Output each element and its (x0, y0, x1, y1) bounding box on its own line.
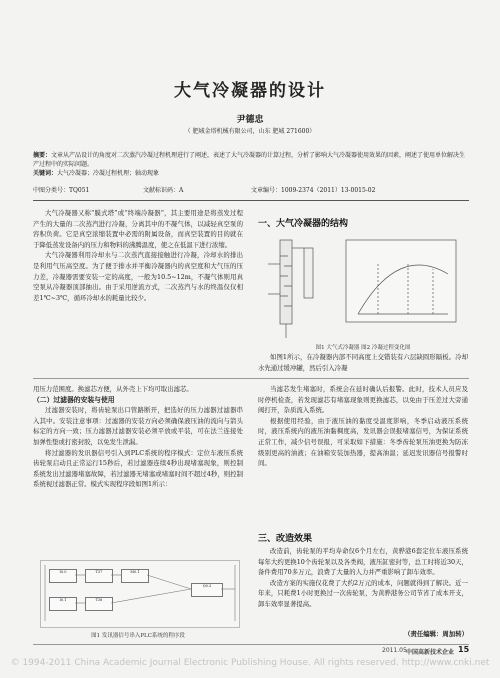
body-paragraph: 将过滤器的发讯器信号引入到PLC系统的程序模式：定位车液压系统齿轮泵启动且正常运行15秒后，若过滤器连续4秒出现堵塞现象，则控制系统发出过滤器堵塞故障，若过滤器无堵塞或堵塞时间不超过4秒，则控制系统视过滤器正常。模式实现程序段如图1所示： (33, 448, 243, 489)
plc-ladder-lines (41, 561, 239, 627)
issue-date: 2011.05 (382, 647, 407, 654)
plc-box: T37 (85, 569, 113, 583)
plc-box: T38 (85, 597, 113, 611)
right-column-bottom (258, 384, 468, 469)
plc-box: I0.1 (49, 597, 77, 611)
body-paragraph: 改造前，齿轮泵的平均寿命仅6个月左右，黄骅港6套定位车液压系统每年大约更换10个齿轮泵以及各类阀，液压缸密封等，总工时将近30天，备件费用70多万元，浪费了大量的人力并严重影响了卸车效率。 (258, 547, 468, 577)
keywords-text: 大气冷凝器；冷凝过程机理；轴动现象 (57, 170, 160, 177)
article-number: 文章编号：1009-2374（2011）13-0015-02 (251, 187, 376, 194)
copyright-watermark: © 1994-2011 China Academic Journal Electronic Publishing House. All rights reserved. http://www.cnki.net (10, 658, 490, 668)
structure-paragraph (258, 352, 468, 373)
journal-name: 中国高新技术企业 (406, 649, 455, 656)
plc-box: Q0.3 (191, 583, 223, 597)
abstract-block (33, 151, 469, 178)
section-heading: 一、大气冷凝器的结构 (258, 219, 349, 229)
intro-paragraph: 大气冷凝器利用冷却水与二次蒸汽直接接触进行冷凝，冷却水的排出是利用气压高空度。为了便于排水并平衡冷凝器内的真空度和大气压的压力差，冷凝器需要安装一定的高度，一般为10.5~12m，不凝气体则用真空泵从冷凝器顶部抽出。由于采用逆流方式，二次蒸汽与水的终温仅仅相差1℃~3℃，循环冷却水的耗量比较少。 (33, 251, 243, 302)
condenser-figure (258, 234, 468, 342)
plc-box: M0.1 (121, 569, 149, 583)
condenser-diagram (258, 234, 468, 342)
body-paragraph: 改造方案的实施仅花费了大约2万元的成本，问题就得到了解决。近一年来，只耗费1小时更换过一次齿轮泵，为黄骅港务公司节省了成本开支，卸车效率显著提高。 (258, 578, 468, 608)
paper-title: 大气冷凝器的设计 (174, 81, 326, 101)
abstract-label: 摘要： (33, 152, 52, 159)
plc-program-figure (40, 560, 240, 628)
document-code: 文献标识码：A (143, 187, 184, 194)
left-column-bottom (33, 384, 243, 490)
body-paragraph: 根据使用经验，由于液压油的黏度受温度影响，冬季启动液压系统时，液压系统内的液压油黏稠度高，发讯器会误报堵塞信号，为保证系统正常工作，减少信号误报，可采取如下措施：冬季齿轮泵压油更换为防冻级别更高的油液；在油箱安装加热器，提高油温；延迟发讯器信号报警时间。 (258, 416, 468, 468)
body-paragraph: 当滤芯发生堵塞时，系统会在延时确认后报警。此时，技术人员应及时停机检查，若发现滤芯有堵塞现象则更换滤芯，以免由于压差过大旁通阀打开，杂质流入系统。 (258, 385, 468, 415)
affiliation: （ 肥城金塔机械有限公司，山东 肥城 271600） (184, 128, 316, 135)
effect-paragraphs (258, 546, 468, 610)
filter-intro: 用压力范围度。换滤芯方便，从外壳上下均可取出滤芯。 (33, 385, 193, 393)
section-heading: 三、改造效果 (258, 534, 313, 544)
intro-paragraph: 大气冷凝器又称“膜式塔”或“终端冷凝器”，其主要用途是将蒸发过程产生的大量的二次蒸汽进行冷凝，分离其中的不凝气体，以减轻真空泵的容积负荷。它是真空浓缩装置中必需的附属设备，而真空装置的目的就在于降低蒸发设备内的压力和物料的沸腾温度，使之在低温下进行浓缩。 (33, 209, 243, 249)
article-divider (33, 378, 469, 379)
subsection-heading: （二）过滤器的安装与使用 (33, 395, 115, 404)
plc-box: I0.0 (49, 569, 77, 583)
author: 尹德忠 (236, 115, 264, 125)
clc-number: 中图分类号：TQ051 (33, 187, 90, 194)
header-rule (33, 200, 469, 201)
body-paragraph: 过滤器安装时，将齿轮泵出口管路断开，把选好的压力滤器过滤器串入其中。安装注意事项：过滤器的安装方向必须确保液压油的流向与箭头标定的方向一致；压力滤器过滤器安装必须平放或平装，可在法兰连接处加弹性垫或打密封胶，以免发生泄漏。 (33, 406, 243, 446)
abstract-text: 文章从产品设计的角度对二次蒸汽冷凝过程机理进行了阐述，表述了大气冷凝器的计算过程，分析了影响大气冷凝器使用效果的因素，阐述了使用单位解决生产过程中的实际问题。 (33, 152, 466, 168)
left-column-top (33, 208, 243, 303)
footer-rule (33, 644, 469, 645)
plc-figure-caption: 图1 发讯器信号串入PLC系统的程序段 (91, 633, 185, 639)
figure-caption: 图1 大气式冷凝器 图2 冷凝过程变化图 (315, 345, 411, 351)
editor-note: （责任编辑：周加转） (404, 630, 468, 638)
page-number: 15 (458, 645, 470, 654)
classification-row (33, 185, 469, 194)
keywords-label: 关键词： (33, 170, 58, 177)
structure-text: 如图1所示，在冷凝器内部不同高度上交错装有六层缺圆形隔板。冷却水先通过缓冲罐，然后引入冷凝 (258, 353, 468, 372)
